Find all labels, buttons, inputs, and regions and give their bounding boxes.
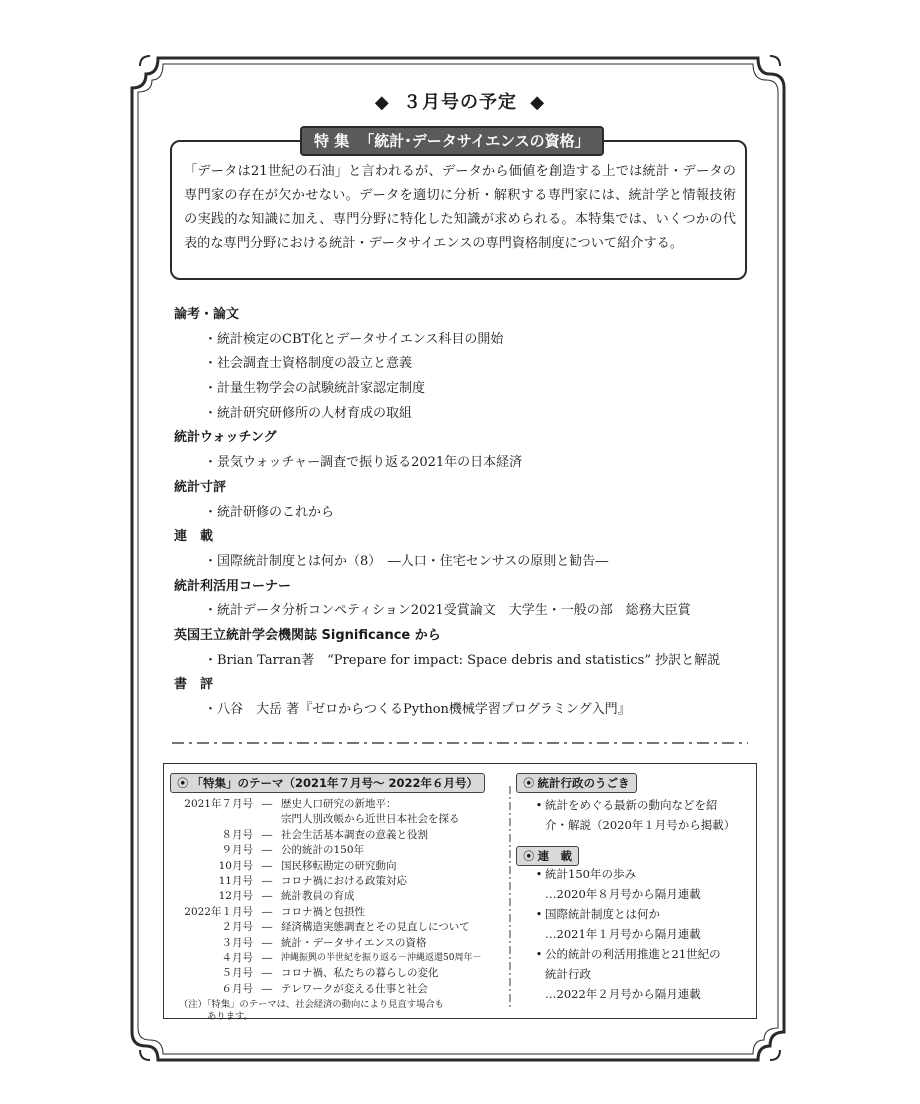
theme-dash: ― bbox=[261, 859, 273, 872]
toc-item: ・国際統計制度とは何か（8） ―人口・住宅センサスの原則と勧告― bbox=[204, 553, 609, 569]
theme-row bbox=[175, 936, 505, 951]
section-heading: 統計ウォッチング bbox=[174, 430, 277, 446]
section-heading: 英国王立統計学会機関誌 Significance から bbox=[174, 627, 441, 643]
section-heading: 書 評 bbox=[174, 677, 214, 693]
theme-dash: ― bbox=[261, 967, 273, 980]
theme-month bbox=[175, 812, 253, 827]
gyosei-line: • 統計をめぐる最新の動向などを紹 bbox=[533, 795, 751, 815]
theme-dash: ― bbox=[261, 874, 273, 887]
theme-title: 宗門人別改帳から近世日本社会を探る bbox=[281, 813, 460, 826]
theme-title: 統計教員の育成 bbox=[281, 890, 355, 903]
theme-month: ３月号 bbox=[221, 936, 253, 949]
section-heading: 連 載 bbox=[174, 529, 214, 545]
toc-item: ・統計検定のCBT化とデータサイエンス科目の開始 bbox=[204, 331, 504, 347]
theme-dash: ― bbox=[261, 798, 273, 810]
dash-dot-divider bbox=[170, 737, 750, 749]
bullseye-icon: ⦿ bbox=[523, 849, 535, 863]
toc-item: ・社会調査士資格制度の設立と意義 bbox=[204, 356, 413, 372]
theme-month: 2021年７月号 bbox=[184, 798, 253, 810]
feature-label-prefix: 特 集 bbox=[314, 132, 350, 150]
theme-title: 沖縄振興の半世紀を振り返る－沖縄返還50周年－ bbox=[281, 952, 482, 963]
theme-title: コロナ禍における政策対応 bbox=[281, 874, 407, 887]
theme-dash: ― bbox=[261, 905, 273, 918]
toc-item: ・統計データ分析コンペティション2021受賞論文 大学生・一般の部 総務大臣賞 bbox=[204, 603, 691, 619]
theme-row bbox=[175, 843, 505, 858]
theme-dash: ― bbox=[261, 921, 273, 934]
theme-month: 12月号 bbox=[218, 890, 253, 903]
rensai-tag-label: 連 載 bbox=[537, 849, 572, 863]
theme-dash: ― bbox=[261, 890, 273, 903]
themes-tag-label: 「特集」のテーマ（2021年７月号～ 2022年６月号） bbox=[191, 776, 479, 790]
bullet-icon: • bbox=[535, 867, 543, 881]
toc-item: ・計量生物学会の試験統計家認定制度 bbox=[204, 381, 426, 397]
theme-row bbox=[175, 966, 505, 981]
theme-row bbox=[175, 828, 505, 843]
page-title-text: ３月号の予定 bbox=[403, 92, 517, 113]
bullseye-icon: ⦿ bbox=[177, 776, 189, 790]
diamond-icon: ◆ bbox=[530, 92, 546, 113]
list-item: • 公的統計の利活用推進と21世紀の bbox=[533, 944, 751, 964]
bullet-icon: • bbox=[535, 907, 543, 921]
theme-month: 10月号 bbox=[218, 859, 253, 872]
rensai-note: …2021年１月号から隔月連載 bbox=[545, 927, 701, 941]
bullet-icon: • bbox=[535, 947, 543, 961]
theme-title: コロナ禍と包摂性 bbox=[281, 905, 365, 918]
theme-row bbox=[175, 874, 505, 889]
diamond-icon: ◆ bbox=[374, 92, 390, 113]
theme-title: 経済構造実態調査とその見直しについて bbox=[281, 921, 470, 934]
theme-month: ８月号 bbox=[221, 828, 253, 841]
theme-dash: ― bbox=[261, 936, 273, 949]
theme-dash: ― bbox=[261, 982, 273, 995]
gyosei-tag-label: 統計行政のうごき bbox=[537, 776, 630, 790]
feature-label bbox=[300, 126, 604, 156]
theme-month: ６月号 bbox=[221, 982, 253, 995]
list-item: • 国際統計制度とは何か bbox=[533, 904, 751, 924]
themes-note bbox=[175, 999, 505, 1023]
theme-row bbox=[175, 920, 505, 935]
theme-dash: ― bbox=[261, 844, 273, 857]
theme-row bbox=[175, 905, 505, 920]
gyosei-tag bbox=[516, 773, 637, 793]
gyosei-text bbox=[533, 795, 751, 835]
toc-item: ・統計研究研修所の人材育成の取組 bbox=[204, 405, 413, 421]
toc-item: ・八谷 大岳 著『ゼロからつくるPython機械学習プログラミング入門』 bbox=[204, 702, 631, 717]
theme-title: 歴史人口研究の新地平： bbox=[281, 798, 397, 810]
rensai-note: …2020年８月号から隔月連載 bbox=[545, 887, 701, 901]
section-heading: 統計寸評 bbox=[174, 479, 227, 495]
theme-month: ２月号 bbox=[221, 921, 253, 934]
theme-row bbox=[175, 982, 505, 997]
section-heading: 論考・論文 bbox=[174, 307, 240, 322]
theme-dash: ― bbox=[261, 951, 273, 964]
table-of-contents bbox=[174, 303, 764, 723]
theme-month: ９月号 bbox=[221, 844, 253, 857]
bullet-icon: • bbox=[535, 798, 543, 812]
themes-tag bbox=[170, 773, 485, 793]
toc-item: ・景気ウォッチャー調査で振り返る2021年の日本経済 bbox=[204, 455, 523, 471]
toc-item: ・Brian Tarran著 “Prepare for impact: Space debris and statistics” 抄訳と解説 bbox=[204, 652, 721, 668]
theme-row bbox=[175, 859, 505, 874]
theme-title: テレワークが変える仕事と社会 bbox=[281, 982, 428, 995]
theme-month: ５月号 bbox=[221, 967, 253, 980]
list-item: • 統計150年の歩み bbox=[533, 864, 751, 884]
theme-month: 2022年１月号 bbox=[184, 905, 253, 918]
gyosei-line: 介・解説（2020年１月号から掲載） bbox=[545, 818, 736, 832]
column-divider bbox=[508, 786, 512, 1008]
theme-title: 統計・データサイエンスの資格 bbox=[281, 936, 427, 949]
themes-note-line2: あります。 bbox=[207, 1011, 253, 1023]
feature-description: 「データは21世紀の石油」と言われるが、データから価値を創造する上では統計・データの専門家の存在が欠かせない。データを適切に分析・解釈する専門家には、統計学と情報技術の実践的な知識に加え、専門分野に特化した知識が求められる。本特集では、いくつかの代表的な専門分野における統計・データサイエンスの専門資格制度について紹介する。 bbox=[184, 164, 736, 251]
theme-row bbox=[175, 889, 505, 904]
theme-month: ４月号 bbox=[221, 951, 253, 964]
themes-note-line1: （注）「特集」のテーマは、社会経済の動向により見直す場合も bbox=[179, 999, 444, 1011]
bullseye-icon: ⦿ bbox=[523, 776, 535, 790]
theme-title: コロナ禍、私たちの暮らしの変化 bbox=[281, 967, 439, 980]
theme-row bbox=[175, 797, 505, 812]
rensai-title-cont: 統計行政 bbox=[545, 967, 591, 981]
theme-dash: ― bbox=[261, 828, 273, 841]
page-title bbox=[0, 88, 920, 114]
rensai-list bbox=[533, 864, 751, 1004]
feature-label-title: 「統計･データサイエンスの資格」 bbox=[359, 132, 590, 150]
rensai-note: …2022年２月号から隔月連載 bbox=[545, 987, 701, 1001]
theme-title: 国民移転勘定の研究動向 bbox=[281, 859, 397, 872]
rensai-tag bbox=[516, 846, 579, 866]
themes-list bbox=[175, 797, 505, 1023]
toc-item: ・統計研修のこれから bbox=[204, 504, 335, 520]
theme-row bbox=[175, 951, 505, 966]
section-heading: 統計利活用コーナー bbox=[174, 578, 292, 594]
theme-month: 11月号 bbox=[218, 874, 253, 887]
theme-row bbox=[175, 812, 505, 827]
theme-title: 社会生活基本調査の意義と役割 bbox=[281, 828, 428, 841]
theme-title: 公的統計の150年 bbox=[281, 844, 365, 857]
